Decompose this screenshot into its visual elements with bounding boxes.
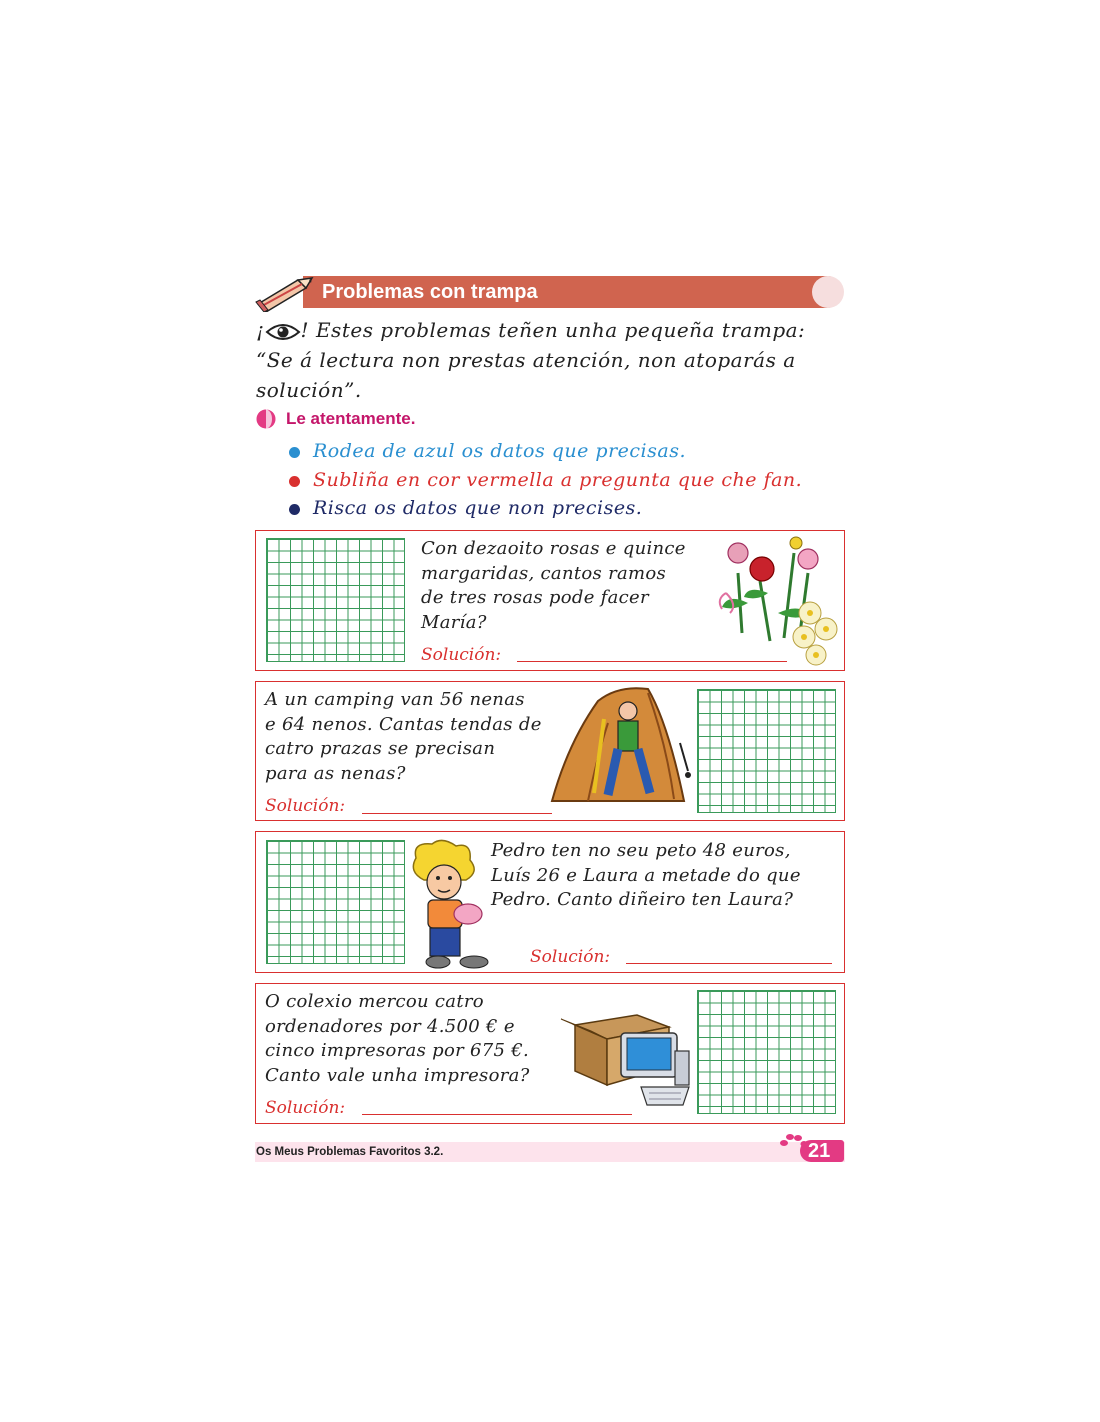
page-title: Problemas con trampa — [322, 281, 538, 303]
intro-line-3: solución”. — [256, 378, 362, 402]
answer-grid-2[interactable] — [697, 689, 836, 813]
solution-label-1: Solución: — [421, 645, 502, 665]
computer-box-illustration — [557, 1005, 697, 1110]
instruction-item-2: Subliña en cor vermella a pregunta que che fan. — [313, 469, 803, 491]
problem-2-text: A un camping van 56 nenas e 64 nenos. Cantas tendas de catro prazas se precisan para as nenas? — [265, 689, 542, 784]
half-circle-icon — [256, 409, 276, 429]
problem-1-text: Con dezaoito rosas e quince margaridas, cantos ramos de tres rosas pode facer María? — [421, 538, 686, 633]
solution-line-2[interactable] — [362, 813, 552, 814]
instruction-item-3: Risca os datos que non precises. — [313, 497, 643, 519]
solution-label-3: Solución: — [530, 947, 611, 967]
problem-3-text: Pedro ten no seu peto 48 euros, Luís 26 e Laura a metade do que Pedro. Canto diñeiro ten Laura? — [491, 840, 801, 910]
page-number: 21 — [808, 1140, 831, 1162]
eye-icon — [265, 321, 301, 343]
bullet-dot-red — [289, 476, 300, 487]
bullet-dot-navy — [289, 504, 300, 515]
boy-piggybank-illustration — [402, 838, 498, 970]
problem-4-text: O colexio mercou catro ordenadores por 4.500 € e cinco impresoras por 675 €. Canto vale unha impresora? — [265, 991, 530, 1086]
intro-line-1 — [256, 318, 846, 343]
instruction-item-1: Rodea de azul os datos que precisas. — [313, 440, 686, 462]
answer-grid-4[interactable] — [697, 990, 836, 1114]
footer-book-title: Os Meus Problemas Favoritos 3.2. — [256, 1146, 444, 1158]
section-title: Le atentamente. — [286, 409, 416, 428]
answer-grid-1[interactable] — [266, 538, 405, 662]
solution-line-4[interactable] — [362, 1114, 632, 1115]
solution-label-4: Solución: — [265, 1098, 346, 1118]
header-bar-cap — [812, 276, 844, 308]
tent-illustration — [548, 683, 698, 813]
answer-grid-3[interactable] — [266, 840, 405, 964]
pencil-icon — [254, 272, 314, 312]
exclaim-open: ¡ — [256, 318, 265, 342]
solution-line-3[interactable] — [626, 963, 832, 964]
solution-label-2: Solución: — [265, 796, 346, 816]
exclaim-close: ! — [300, 318, 310, 342]
bullet-dot-blue — [289, 447, 300, 458]
flowers-illustration — [708, 533, 844, 668]
intro-line-2: “Se á lectura non prestas atención, non atoparás a — [256, 348, 796, 372]
intro-text-1: Estes problemas teñen unha pequeña trampa: — [315, 318, 806, 342]
